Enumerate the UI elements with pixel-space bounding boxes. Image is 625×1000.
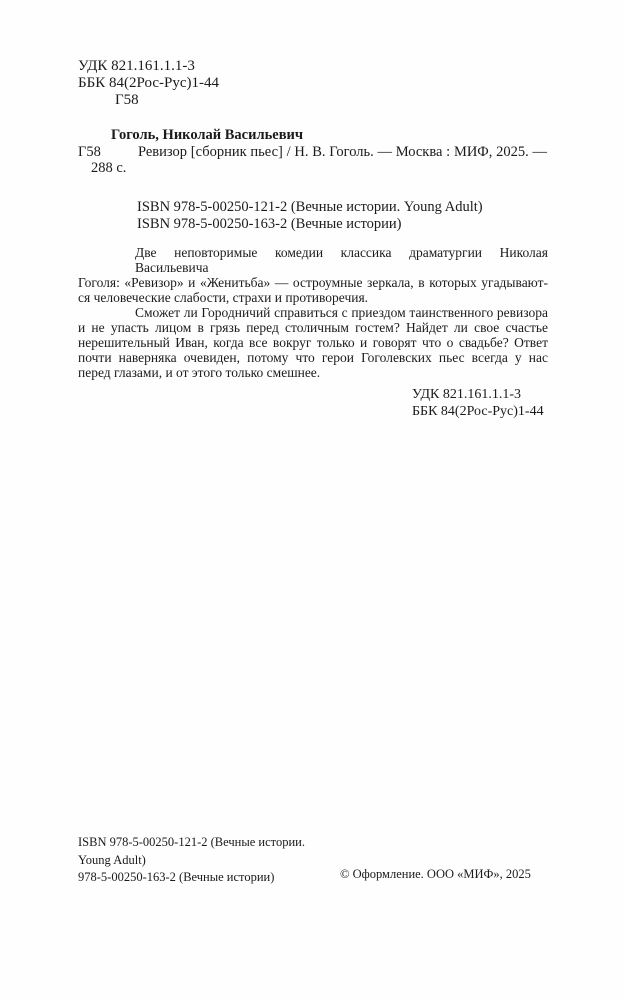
catalog-description-last-line: 288 с. <box>91 160 127 176</box>
footer-isbn-block <box>78 834 305 887</box>
catalog-author: Гоголь, Николай Васильевич <box>111 127 304 143</box>
copyright-notice: © Оформление. ООО «МИФ», 2025 <box>340 867 531 881</box>
bbk-code-bottom: ББК 84(2Рос-Рус)1-44 <box>412 403 544 419</box>
bbk-code: ББК 84(2Рос-Рус)1-44 <box>78 75 219 91</box>
annotation-p2-line-1: Сможет ли Городничий справиться с приездом таинственного ревизора <box>135 305 548 320</box>
catalog-entry <box>78 127 548 177</box>
annotation-p2-line-5: перед глазами, и от этого только смешнее. <box>78 365 321 380</box>
annotation-p2-line-4: почти наверняка очевиден, потому что герои Гоголевских пьес всегда у нас <box>78 350 548 365</box>
footer-isbn-line-3: 978-5-00250-163-2 (Вечные истории) <box>78 870 275 884</box>
annotation-p2-line-2: и не упасть лицом в грязь перед столичным гостем? Найдет ли свое счастье <box>78 320 548 335</box>
catalog-author-sign: Г58 <box>78 143 101 160</box>
isbn-block <box>137 199 483 232</box>
top-codes-block <box>78 58 219 109</box>
udk-code-bottom: УДК 821.161.1.1-3 <box>412 387 522 402</box>
annotation-p2-line-3: нерешительный Иван, когда все вокруг только и говорят что о свадьбе? Ответ <box>78 335 548 350</box>
bottom-codes-block <box>412 387 544 420</box>
isbn-line-2: ISBN 978-5-00250-163-2 (Вечные истории) <box>137 215 402 232</box>
annotation <box>78 245 548 380</box>
author-sign: Г58 <box>115 92 139 108</box>
annotation-p1-line-1: Две неповторимые комедии классика драматургии Николая Васильевича <box>135 245 548 275</box>
footer-isbn-line-2: Young Adult) <box>78 852 146 867</box>
catalog-description-first-line: Ревизор [сборник пьес] / Н. В. Гоголь. — Москва : МИФ, 2025. — <box>138 143 547 160</box>
footer-isbn-line-1: ISBN 978-5-00250-121-2 (Вечные истории. <box>78 835 305 849</box>
annotation-p1-line-2: Гоголя: «Ревизор» и «Женитьба» — остроумные зеркала, в которых угадывают- <box>78 275 548 290</box>
udk-code: УДК 821.161.1.1-3 <box>78 58 195 74</box>
isbn-line-1: ISBN 978-5-00250-121-2 (Вечные истории. Young Adult) <box>137 199 483 215</box>
annotation-p1-line-3: ся человеческие слабости, страхи и противоречия. <box>78 290 369 305</box>
